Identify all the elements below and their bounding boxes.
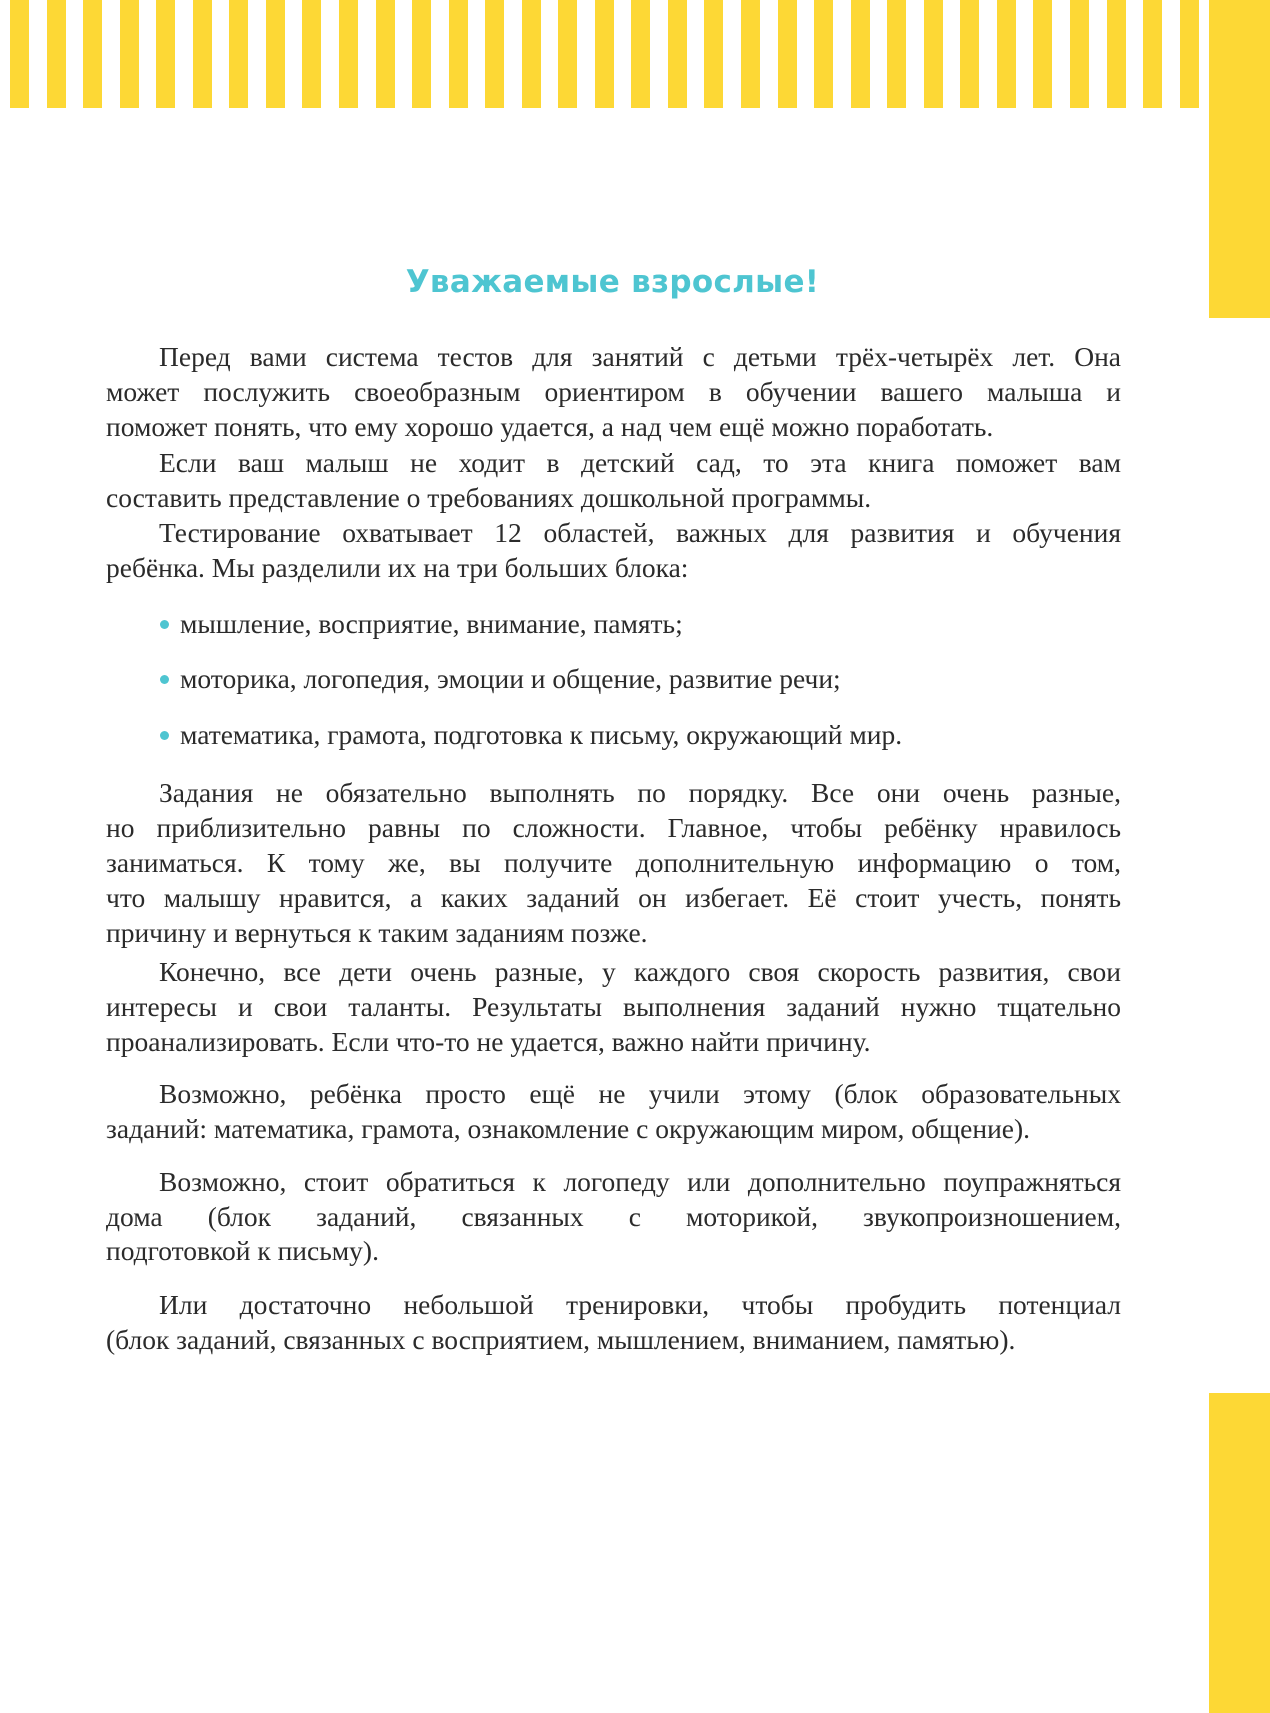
stripe <box>47 0 66 108</box>
stripe <box>997 0 1016 108</box>
stripe <box>631 0 650 108</box>
bullet-text: математика, грамота, подготовка к письму, окружающий мир. <box>180 719 903 750</box>
bullet-item <box>160 661 1175 697</box>
stripe <box>595 0 614 108</box>
stripe <box>193 0 212 108</box>
stripe <box>924 0 943 108</box>
paragraph-line: заданий: математика, грамота, ознакомление с окружающим миром, общение). <box>106 1113 1031 1144</box>
bullet-text: моторика, логопедия, эмоции и общение, развитие речи; <box>180 663 841 694</box>
paragraph-line: Задания не обязательно выполнять по порядку. Все они очень разные, <box>159 777 1121 808</box>
paragraph-line: Или достаточно небольшой тренировки, чтобы пробудить потенциал <box>159 1289 1121 1320</box>
stripe <box>741 0 760 108</box>
stripe <box>960 0 979 108</box>
stripe <box>302 0 321 108</box>
stripe <box>558 0 577 108</box>
bullet-dot-icon <box>160 620 169 629</box>
stripe <box>668 0 687 108</box>
page-title: Уважаемые взрослые! <box>405 264 820 300</box>
side-tab-bottom <box>1209 1393 1270 1713</box>
paragraph-line: ребёнка. Мы разделили их на три больших блока: <box>106 552 689 583</box>
stripe <box>1143 0 1162 108</box>
paragraph-line: Возможно, стоит обратиться к логопеду или дополнительно поупражняться <box>159 1166 1121 1197</box>
stripe <box>778 0 797 108</box>
stripe <box>851 0 870 108</box>
paragraph-line: заниматься. К тому же, вы получите дополнительную информацию о том, <box>106 847 1121 878</box>
paragraph-line: Конечно, все дети очень разные, у каждого своя скорость развития, свои <box>159 956 1121 987</box>
stripe <box>376 0 395 108</box>
stripe <box>1033 0 1052 108</box>
stripe <box>1070 0 1089 108</box>
paragraph-line: интересы и свои таланты. Результаты выполнения заданий нужно тщательно <box>106 991 1121 1022</box>
bullet-dot-icon <box>160 731 169 740</box>
stripe <box>266 0 285 108</box>
stripe <box>120 0 139 108</box>
stripe <box>10 0 29 108</box>
stripe <box>1180 0 1199 108</box>
paragraph-line: что малышу нравится, а каких заданий он избегает. Её стоит учесть, понять <box>106 882 1121 913</box>
paragraph-line: причину и вернуться к таким заданиям позже. <box>106 917 648 948</box>
bullet-dot-icon <box>160 675 169 684</box>
stripe <box>229 0 248 108</box>
stripe <box>522 0 541 108</box>
stripe <box>704 0 723 108</box>
bullet-text: мышление, восприятие, внимание, память; <box>180 608 683 639</box>
bullet-item <box>160 606 1175 642</box>
paragraph-line: Тестирование охватывает 12 областей, важных для развития и обучения <box>159 517 1121 548</box>
stripe <box>485 0 504 108</box>
paragraph-line: может послужить своеобразным ориентиром в обучении вашего малыша и <box>106 376 1121 407</box>
stripe <box>412 0 431 108</box>
stripe <box>339 0 358 108</box>
paragraph-line: составить представление о требованиях дошкольной программы. <box>106 482 872 513</box>
stripe <box>887 0 906 108</box>
paragraph-line: Возможно, ребёнка просто ещё не учили этому (блок образовательных <box>159 1078 1121 1109</box>
paragraph-line: Перед вами система тестов для занятий с детьми трёх-четырёх лет. Она <box>159 341 1121 372</box>
paragraph-line: но приблизительно равны по сложности. Главное, чтобы ребёнку нравилось <box>106 812 1121 843</box>
stripe <box>156 0 175 108</box>
bullet-item <box>160 717 1175 753</box>
paragraph-line: дома (блок заданий, связанных с моторикой, звукопроизношением, <box>106 1201 1121 1232</box>
stripe <box>1107 0 1126 108</box>
stripe <box>449 0 468 108</box>
paragraph-line: (блок заданий, связанных с восприятием, мышлением, вниманием, памятью). <box>106 1324 1016 1355</box>
stripe <box>83 0 102 108</box>
paragraph-line: Если ваш малыш не ходит в детский сад, то эта книга поможет вам <box>159 447 1121 478</box>
stripe <box>814 0 833 108</box>
paragraph-line: подготовкой к письму). <box>106 1235 379 1266</box>
paragraph-line: проанализировать. Если что-то не удается, важно найти причину. <box>106 1026 871 1057</box>
paragraph-line: поможет понять, что ему хорошо удается, а над чем ещё можно поработать. <box>106 411 994 442</box>
